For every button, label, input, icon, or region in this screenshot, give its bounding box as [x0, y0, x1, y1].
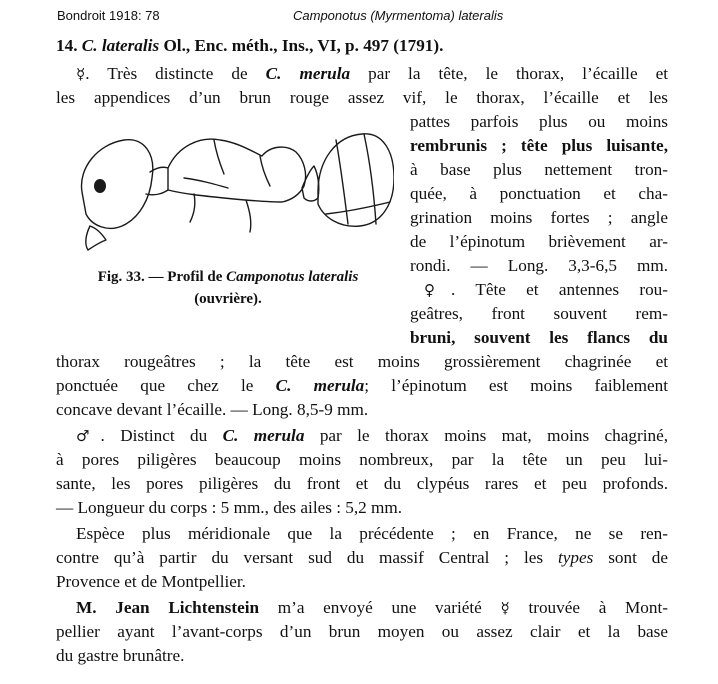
worker-line-8: de l’épinotum brièvement ar- — [410, 232, 668, 251]
collector-name: M. Jean Lichtenstein — [76, 598, 260, 617]
worker-line-1: ☿. Très distincte de C. merula par la tête, le thorax, l’écaille et — [76, 64, 669, 83]
queen-line-5: ponctuée que chez le C. merula; l’épinotum est moins faiblement — [56, 376, 668, 395]
distribution-line-2: contre qu’à partir du versant sud du massif Central ; les types sont de — [56, 548, 668, 567]
distribution-line-3: Provence et de Montpellier. — [56, 572, 246, 591]
male-line-2: à pores piligères beaucoup moins nombreux, par la tête un peu lui- — [56, 450, 668, 469]
worker-line-9: rondi. — Long. 3,3-6,5 mm. — [410, 256, 668, 275]
figure-caption-line-2: (ouvrière). — [194, 291, 262, 307]
entry-species-name: C. lateralis — [81, 36, 160, 55]
distribution-line-1: Espèce plus méridionale que la précédente ; en France, ne se ren- — [76, 524, 668, 543]
worker-line-3: pattes parfois plus ou moins — [410, 112, 668, 131]
variety-symbol: ☿ — [500, 599, 510, 617]
variety-line-2: pellier ayant l’avant-corps d’un brun moyen ou assez clair et la base — [56, 622, 668, 641]
entry-number: 14. — [56, 36, 78, 55]
worker-line-4: rembrunis ; tête plus luisante, — [410, 136, 668, 155]
male-line-3: sante, les pores piligères du front et du clypéus rares et peu profonds. — [56, 474, 668, 493]
worker-symbol: ☿ — [76, 65, 86, 83]
figure-caption-prefix: Fig. 33. — Profil de — [97, 269, 227, 285]
male-line-4: — Longueur du corps : 5 mm., des ailes : 5,2 mm. — [56, 498, 403, 517]
header-taxon: Camponotus (Myrmentoma) lateralis — [293, 8, 504, 23]
eye-mark — [94, 179, 106, 193]
worker-line-7: grination moins fortes ; angle — [410, 208, 668, 227]
entry-citation: Ol., Enc. méth., Ins., VI, p. 497 (1791). — [159, 36, 444, 55]
entry-title — [56, 34, 668, 58]
queen-line-2: geâtres, front souvent rem- — [410, 304, 668, 323]
variety-line-1: M. Jean Lichtenstein m’a envoyé une variété ☿ trouvée à Mont- — [76, 598, 668, 617]
figure-caption-species: Camponotus lateralis — [226, 269, 359, 285]
queen-line-4: thorax rougeâtres ; la tête est moins grossièrement chagrinée et — [56, 352, 668, 371]
male-symbol: ♂ — [76, 427, 101, 445]
queen-symbol: ♀ — [424, 281, 452, 299]
male-line-1: ♂. Distinct du C. merula par le thorax moins mat, moins chagriné, — [76, 426, 668, 445]
worker-line-6: quée, à ponctuation et cha- — [410, 184, 668, 203]
queen-line-1: ♀. Tête et antennes rou- — [424, 280, 668, 299]
ant-profile-figure — [64, 122, 394, 262]
ant-profile-drawing — [64, 122, 394, 262]
worker-line-5: à base plus nettement tron- — [410, 160, 668, 179]
variety-line-3: du gastre brunâtre. — [56, 646, 185, 665]
header-citation: Bondroit 1918: 78 — [57, 8, 160, 23]
queen-line-3: bruni, souvent les flancs du — [410, 328, 668, 347]
queen-line-6: concave devant l’écaille. — Long. 8,5-9 mm. — [56, 400, 369, 419]
worker-line-2: les appendices d’un brun rouge assez vif, le thorax, l’écaille et les — [56, 88, 668, 107]
figure-caption-line-1 — [52, 266, 404, 288]
running-header — [0, 8, 718, 26]
